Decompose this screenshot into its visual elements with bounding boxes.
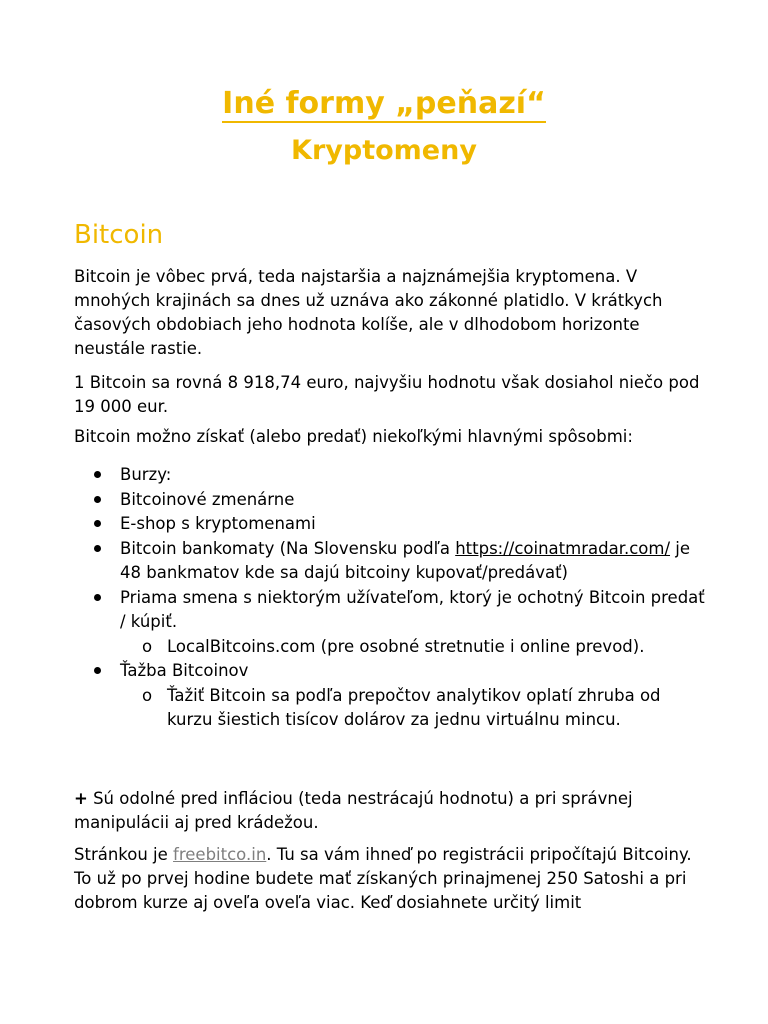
bullet-icon	[94, 496, 101, 503]
list-item	[90, 512, 710, 537]
advantage-paragraph	[74, 787, 714, 835]
list-item	[90, 463, 710, 488]
list-item	[90, 488, 710, 513]
page-title	[0, 86, 768, 121]
ways-paragraph: Bitcoin možno získať (alebo predať) niekoľkými hlavnými spôsobmi:	[74, 427, 633, 446]
list-item	[90, 659, 710, 733]
freebitco-link[interactable]: freebitco.in	[173, 845, 267, 864]
sub-list-item	[120, 635, 710, 660]
sub-list-item	[120, 684, 710, 733]
sub-list	[120, 684, 710, 733]
sub-list-item-text: Ťažiť Bitcoin sa podľa prepočtov analytikov oplatí zhruba od kurzu šiestich tisícov dolárov za jednu virtuálnu mincu.	[167, 685, 661, 729]
page-subtitle: Kryptomeny	[291, 135, 477, 166]
sub-bullet-icon: o	[142, 636, 153, 656]
intro-paragraph: Bitcoin je vôbec prvá, teda najstaršia a najznámejšia kryptomena. V mnohých krajinách sa dnes už uznáva ako zákonné platidlo. V krátkych časových obdobiach jeho hodnota kolíše, ale v dlhodobom horizonte neustále rastie.	[74, 267, 663, 358]
list-item-text: Bitcoin bankomaty (Na Slovensku podľa	[120, 538, 456, 558]
list-item-text: je 48 bankmatov kde sa dajú bitcoiny kupovať/predávať)	[120, 538, 690, 582]
list-item-text: Priama smena s niektorým užívateľom, ktorý je ochotný Bitcoin predať / kúpiť.	[120, 587, 705, 631]
faucet-text-post: . Tu sa vám ihneď po registrácii pripočítajú Bitcoiny. To už po prvej hodine budete mať získaných prinajmenej 250 Satoshi a pri dobrom kurze aj oveľa oveľa viac. Keď dosiahnete určitý limit	[74, 845, 692, 912]
price-paragraph: 1 Bitcoin sa rovná 8 918,74 euro, najvyšiu hodnotu však dosiahol niečo pod 19 000 eur.	[74, 373, 700, 416]
faucet-text-pre: Stránkou je	[74, 845, 174, 864]
bullet-icon	[94, 520, 101, 527]
list-item-text: Bitcoinové zmenárne	[120, 489, 295, 509]
bullet-icon	[94, 667, 101, 674]
sub-list-item-text: LocalBitcoins.com (pre osobné stretnutie i online prevod).	[167, 636, 645, 656]
list-item	[90, 586, 710, 660]
list-item-text: E-shop s kryptomenami	[120, 514, 316, 533]
section-heading: Bitcoin	[74, 220, 164, 250]
page-title-text: Iné formy „peňazí“	[222, 86, 546, 121]
list-item-text: Ťažba Bitcoinov	[120, 661, 249, 680]
advantage-text: Sú odolné pred infláciou (teda nestrácajú hodnotu) a pri správnej manipulácii aj pred krádežou.	[74, 789, 633, 832]
faucet-paragraph	[74, 843, 714, 915]
bullet-icon	[94, 471, 101, 478]
bullet-icon	[94, 594, 101, 601]
list-item-text: Burzy:	[120, 465, 172, 484]
bullet-icon	[94, 545, 101, 552]
ways-list	[90, 463, 710, 733]
coinatmradar-link[interactable]: https://coinatmradar.com/	[455, 538, 671, 558]
list-item	[90, 537, 710, 586]
sub-list	[120, 635, 710, 660]
sub-bullet-icon: o	[142, 685, 153, 705]
plus-sign: +	[74, 789, 88, 808]
